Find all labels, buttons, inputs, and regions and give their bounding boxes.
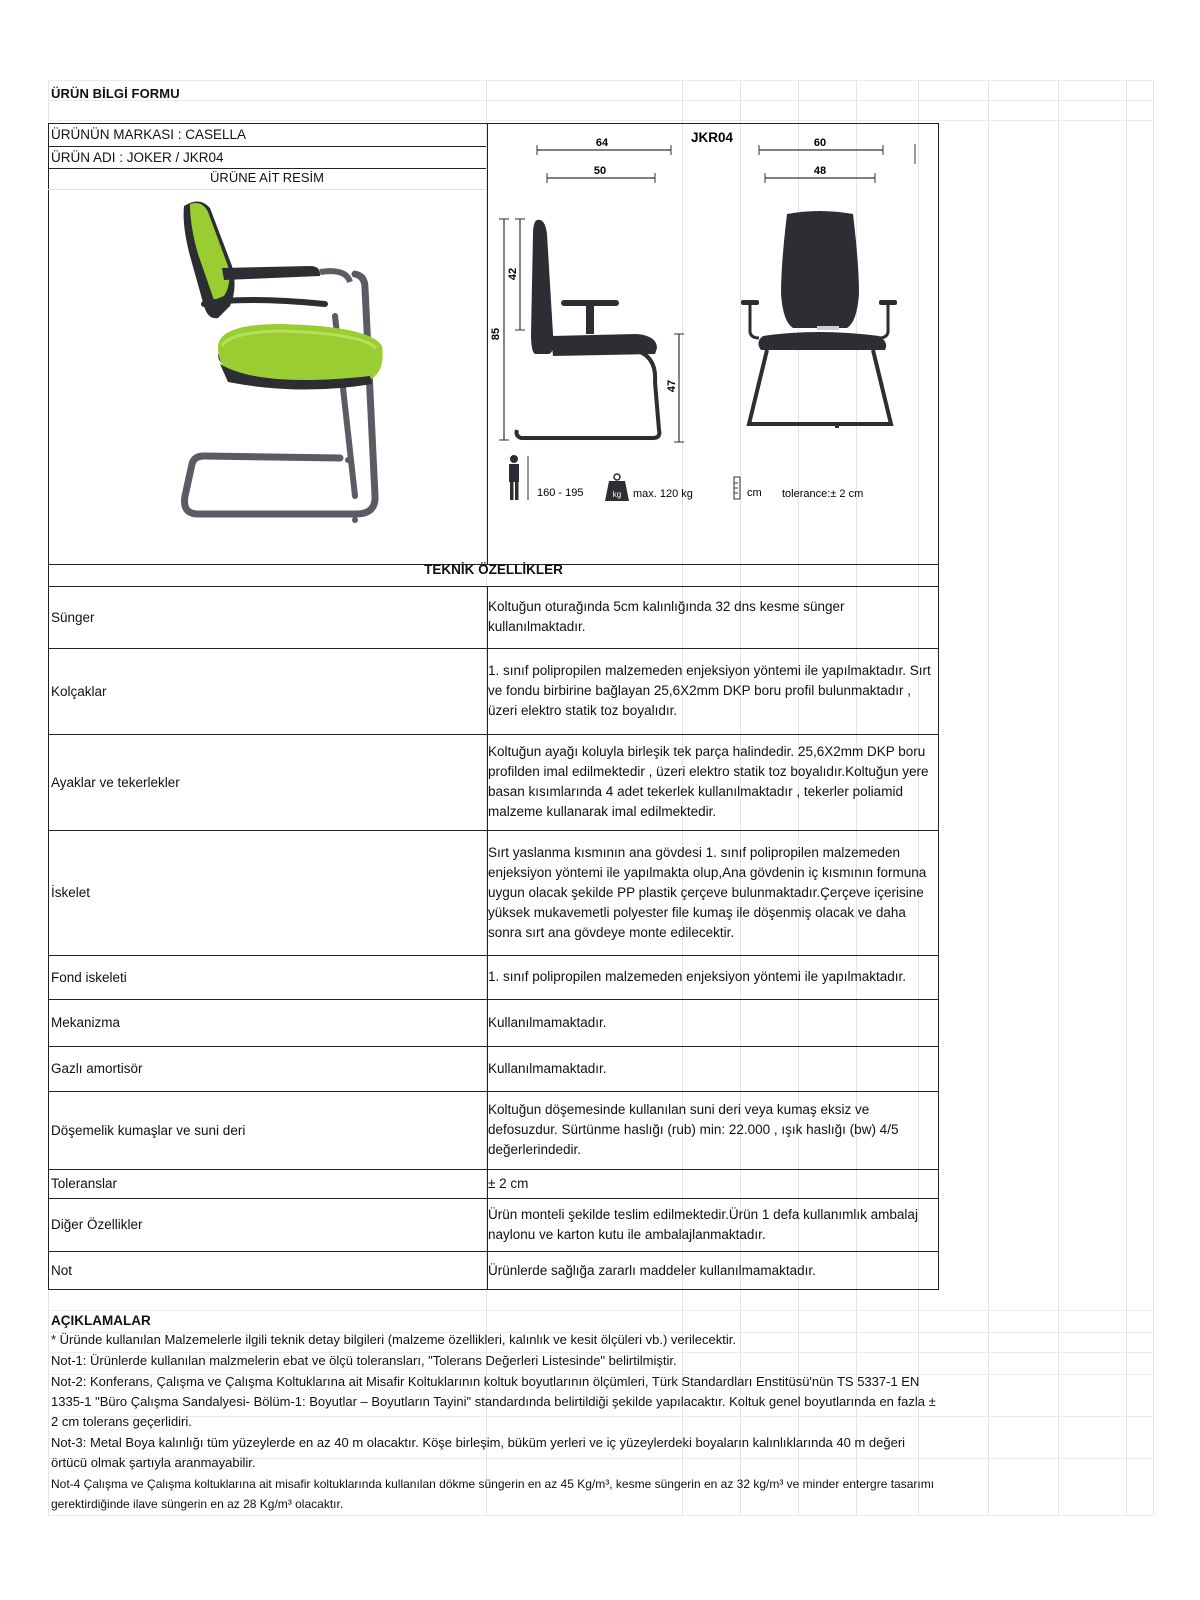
weight-icon [605, 474, 629, 501]
spec-label: Toleranslar [51, 1176, 118, 1191]
spec-label: Fond iskeleti [51, 969, 127, 985]
form-title: ÜRÜN BİLGİ FORMU [51, 86, 180, 101]
spec-value: Koltuğun ayağı koluyla birleşik tek parça halindedir. 25,6X2mm DKP boru profilden imal edilmektedir , üzeri elektro statik toz boyalıdır.Koltuğun yere basan kısımlarında 4 adet tekerlek kullanılmaktadır , tekerler poliamid malzeme kullanarak imal edilmektedir. [488, 744, 929, 819]
dim-front-outer: 60 [813, 137, 827, 149]
spec-row [48, 586, 939, 648]
spec-value: Kullanılmamaktadır. [488, 1014, 607, 1030]
person-height-icon [509, 455, 528, 500]
image-label: ÜRÜNE AİT RESİM [210, 170, 324, 185]
note-item: Not-1: Ürünlerde kullanılan malzmelerin ebat ve ölçü toleransları, "Tolerans Değerleri Listesinde" belirtilmiştir. [51, 1353, 677, 1368]
weight-icon-label: kg [612, 490, 622, 499]
dim-back-height: 42 [507, 267, 519, 281]
spec-row [48, 1169, 939, 1198]
spec-label: Mekanizma [51, 1015, 121, 1030]
note-item: Not-2: Konferans, Çalışma ve Çalışma Koltuklarına ait Misafir Koltuklarının koltuk boyutlarının ölçümleri, Türk Standardları Enstitüsü'nün TS 5337-1 EN 1335-1 "Büro Çalışma Sandalyesi- Bölüm-1: Boyutlar – Boyutların Tayini" standardında belirtildiği şekilde yapılacaktır. Koltuk genel boyutlarında en fazla ± 2 cm tolerans geçerlidiri. [51, 1374, 936, 1429]
spec-label: Not [51, 1263, 73, 1278]
spec-value: Kullanılmamaktadır. [488, 1060, 607, 1076]
notes-section [51, 1313, 941, 1515]
spec-row [48, 955, 939, 999]
spec-row [48, 830, 939, 955]
technical-title: TEKNİK ÖZELLİKLER [424, 562, 563, 577]
note-item: * Üründe kullanılan Malzemelerle ilgili teknik detay bilgileri (malzeme özellikleri, kalınlık ve kesit ölçüleri vb.) verilecektir. [51, 1332, 736, 1347]
spec-row [48, 1251, 939, 1290]
spec-label: Ayaklar ve tekerlekler [51, 774, 180, 790]
spec-value: Koltuğun oturağında 5cm kalınlığında 32 dns kesme sünger kullanılmaktadır. [488, 599, 845, 634]
spec-value: Ürün monteli şekilde teslim edilmektedir.Ürün 1 defa kullanımlık ambalaj naylonu ve karton kutu ile ambalajlanmaktadır. [488, 1206, 918, 1242]
model-code: JKR04 [690, 130, 734, 145]
brand-label: ÜRÜNÜN MARKASI : CASELLA [51, 127, 247, 142]
spec-label: Gazlı amortisör [51, 1061, 143, 1076]
max-weight: max. 120 kg [633, 488, 693, 500]
spec-value: Koltuğun döşemesinde kullanılan suni deri veya kumaş eksiz ve defosuzdur. Sürtünme haslığı (rub) min: 22.000 , ışık haslığı (bw) 4/5 değerlerindedir. [488, 1102, 899, 1157]
spec-row [48, 1091, 939, 1169]
chair-product-photo [160, 196, 410, 536]
tolerance-label: tolerance:± 2 cm [782, 488, 864, 500]
ruler-icon [734, 477, 740, 499]
user-height-range: 160 - 195 [537, 487, 584, 499]
dimension-drawing [487, 124, 939, 564]
dim-front-inner: 48 [813, 165, 827, 177]
spec-label: Kolçaklar [51, 683, 107, 699]
unit-label: cm [747, 487, 762, 499]
spec-value: Ürünlerde sağlığa zararlı maddeler kullanılmamaktadır. [488, 1262, 816, 1278]
spec-label: İskelet [51, 885, 91, 900]
spec-row [48, 734, 939, 830]
spec-value: 1. sınıf polipropilen malzemeden enjeksiyon yöntemi ile yapılmaktadır. [488, 969, 906, 984]
note-item: Not-3: Metal Boya kalınlığı tüm yüzeylerde en az 40 m olacaktır. Köşe birleşim, büküm yerleri ve iç yüzeylerdeki boyaların kalınlıklarında 40 m değeri örtücü olmak şartıyla aranmayabilir. [51, 1435, 906, 1470]
dim-seat-height: 47 [666, 379, 678, 393]
spec-row [48, 999, 939, 1046]
note-item: Not-4 Çalışma ve Çalışma koltuklarına ait misafir koltuklarında kullanılan dökme süngerin en az 45 Kg/m³, kesme süngerin en az 32 kg/m³ ve minder entergre tasarımı gerektirdiğinde ilave süngerin en az 28 Kg/m³ olacaktır. [51, 1477, 935, 1511]
dim-total-height: 85 [490, 327, 502, 341]
notes-title: AÇIKLAMALAR [51, 1313, 151, 1328]
spec-row [48, 1046, 939, 1091]
spec-label: Döşemelik kumaşlar ve suni deri [51, 1122, 246, 1138]
spec-value: ± 2 cm [488, 1175, 529, 1191]
spec-row [48, 648, 939, 734]
spec-row [48, 1198, 939, 1251]
dim-side-inner: 50 [593, 165, 607, 177]
spec-value: 1. sınıf polipropilen malzemeden enjeksiyon yöntemi ile yapılmaktadır. Sırt ve fondu birbirine bağlayan 25,6X2mm DKP boru profil bulunmaktadır , üzeri elektro statik toz boyalıdır. [488, 663, 931, 718]
product-name-label: ÜRÜN ADI : JOKER / JKR04 [51, 150, 224, 165]
spec-value: Sırt yaslanma kısmının ana gövdesi 1. sınıf polipropilen malzemeden enjeksiyon yöntemi ile yapılmakta olup,Ana gövdenin iç kısmının formuna uygun olacak şekilde PP plastik çerçeve bulunmaktadır.Çerçeve içerisine yüksek mukavemetli polyester file kumaş ile döşenmiş olacak ve daha sonra sırt ana gövdeye monte edilecektir. [488, 844, 927, 940]
spec-label: Diğer Özellikler [51, 1217, 143, 1232]
spec-label: Sünger [51, 609, 95, 625]
dim-side-outer: 64 [595, 137, 609, 149]
